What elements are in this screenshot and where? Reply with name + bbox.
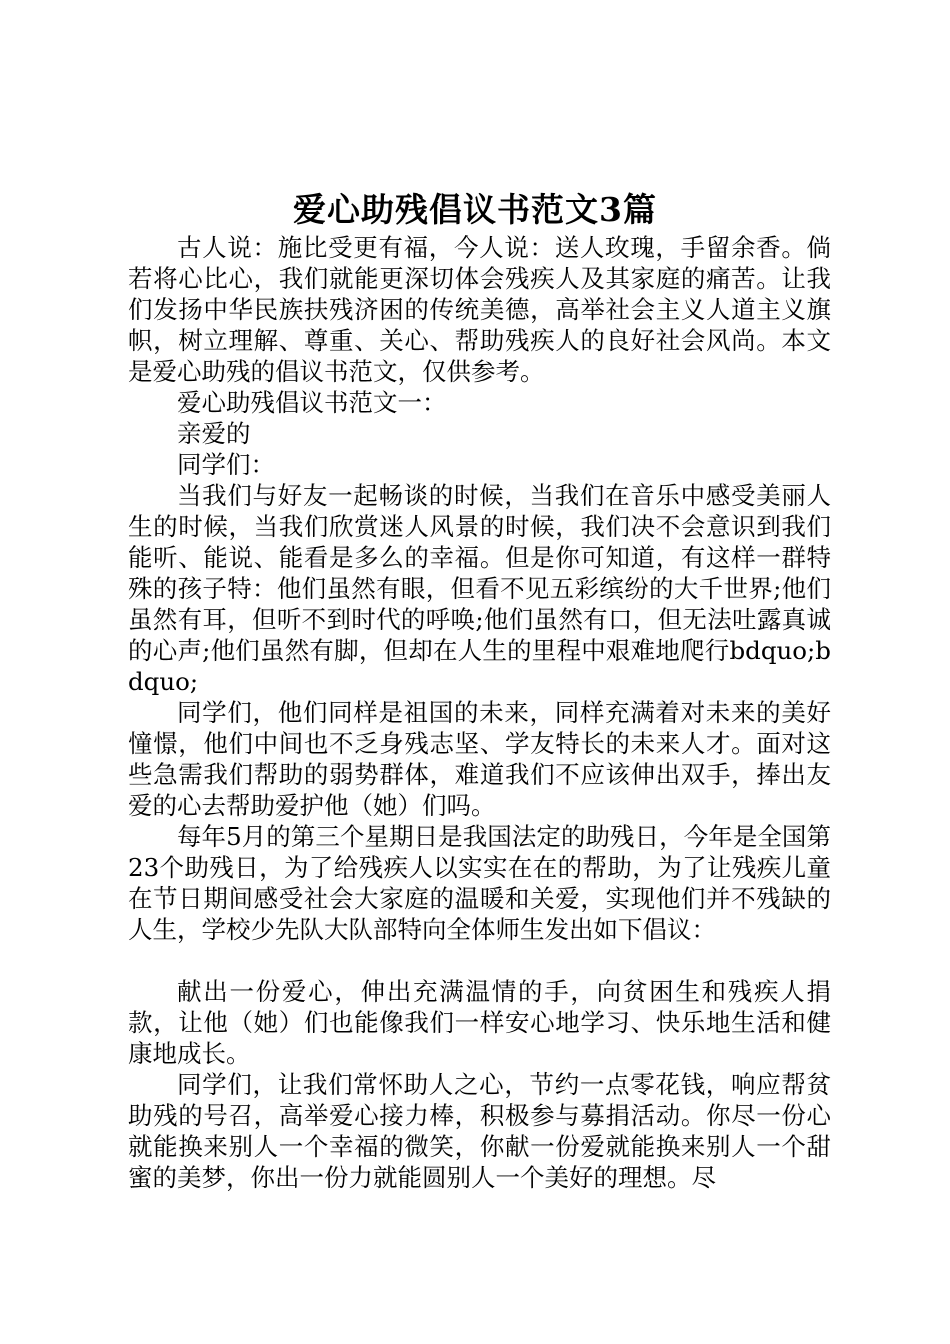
body-paragraph: 同学们，让我们常怀助人之心，节约一点零花钱，响应帮贫助残的号召，高举爱心接力棒，积极参与募捐活动。你尽一份心就能换来别人一个幸福的微笑，你献一份爱就能换来别人一个甜蜜的美梦，你出一份力就能圆别人一个美好的理想。尽 (128, 1070, 831, 1192)
salutation-line: 亲爱的 (177, 419, 251, 448)
document-body (128, 232, 831, 1193)
body-paragraph: 同学们，他们同样是祖国的未来，同样充满着对未来的美好憧憬，他们中间也不乏身残志坚、学友特长的未来人才。面对这些急需我们帮助的弱势群体，难道我们不应该伸出双手，捧出友爱的心去帮助爱护他（她）们吗。 (128, 698, 831, 820)
body-paragraph: 当我们与好友一起畅谈的时候，当我们在音乐中感受美丽人生的时候，当我们欣赏迷人风景的时候，我们决不会意识到我们能听、能说、能看是多么的幸福。但是你可知道，有这样一群特殊的孩子特：他们虽然有眼，但看不见五彩缤纷的大千世界;他们虽然有耳，但听不到时代的呼唤;他们虽然有口，但无法吐露真诚的心声;他们虽然有脚，但却在人生的里程中艰难地爬行bdquo;bdquo; (128, 481, 831, 696)
document-title: 爱心助残倡议书范文3篇 (293, 190, 657, 229)
salutation-recipient: 同学们： (177, 450, 275, 479)
body-paragraph: 每年5月的第三个星期日是我国法定的助残日，今年是全国第23个助残日，为了给残疾人以实实在在的帮助，为了让残疾儿童在节日期间感受社会大家庭的温暖和关爱，实现他们并不残缺的人生，学校少先队大队部特向全体师生发出如下倡议： (128, 822, 831, 944)
paragraph-spacer (128, 945, 831, 976)
section-heading: 爱心助残倡议书范文一： (177, 388, 447, 417)
intro-paragraph: 古人说：施比受更有福，今人说：送人玫瑰，手留余香。倘若将心比心，我们就能更深切体会残疾人及其家庭的痛苦。让我们发扬中华民族扶残济困的传统美德，高举社会主义人道主义旗帜，树立理解、尊重、关心、帮助残疾人的良好社会风尚。本文是爱心助残的倡议书范文，仅供参考。 (128, 233, 831, 386)
body-paragraph: 献出一份爱心，伸出充满温情的手，向贫困生和残疾人捐款，让他（她）们也能像我们一样安心地学习、快乐地生活和健康地成长。 (128, 977, 831, 1068)
